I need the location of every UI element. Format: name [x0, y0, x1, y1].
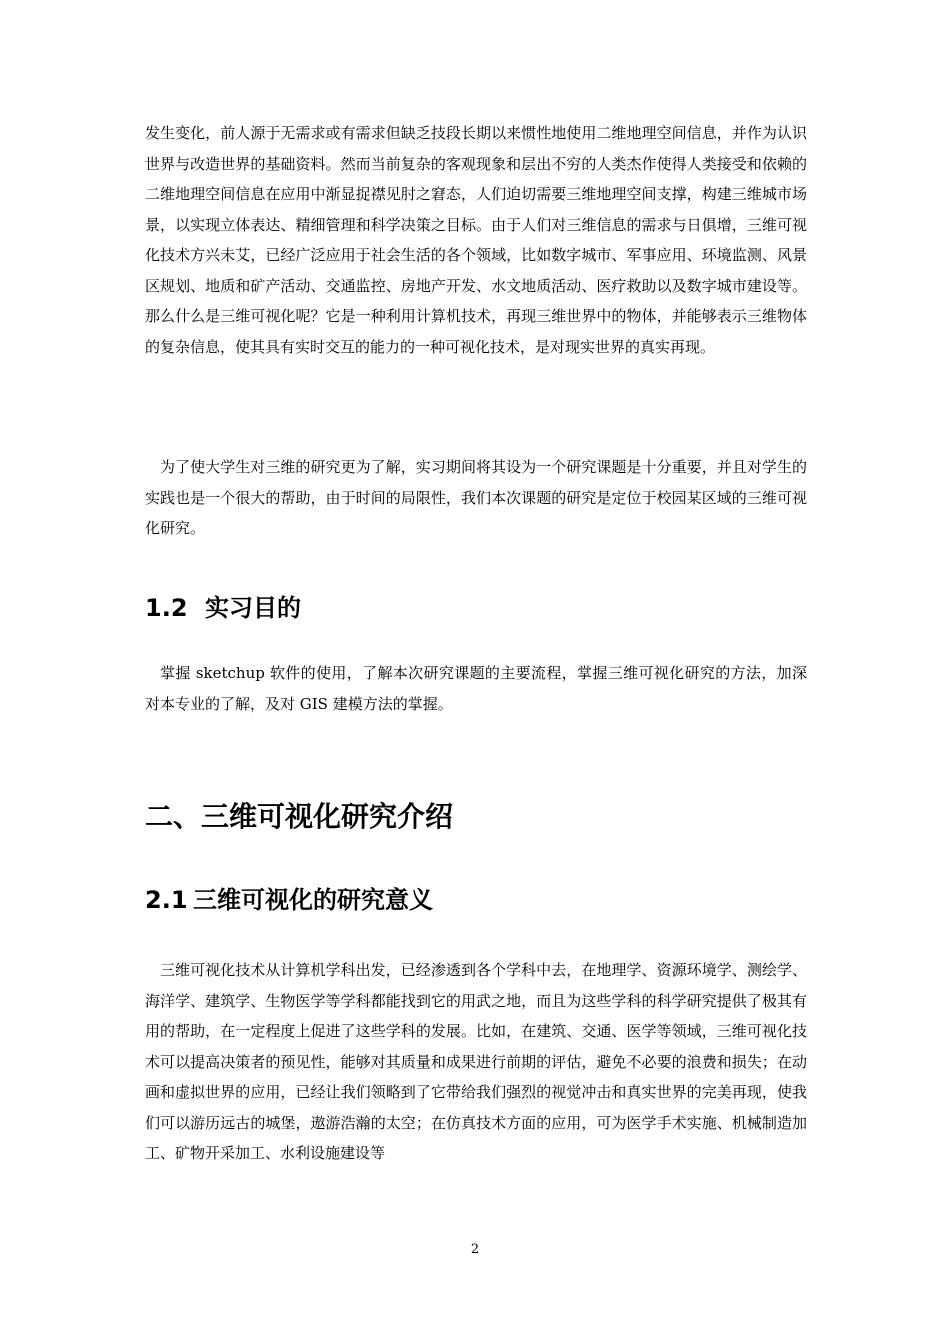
- paragraph-background-continued: 发生变化，前人源于无需求或有需求但缺乏技段长期以来惯性地使用二维地理空间信息，并作为认识世界与改造世界的基础资料。然而当前复杂的客观现象和层出不穷的人类杰作使得人类接受和依赖的二维地理空间信息在应用中渐显捉襟见肘之窘态，人们迫切需要三维地理空间支撑，构建三维城市场景，以实现立体表达、精细管理和科学决策之目标。由于人们对三维信息的需求与日俱增，三维可视化技术方兴未艾，已经广泛应用于社会生活的各个领域，比如数字城市、军事应用、环境监测、风景区规划、地质和矿产活动、交通监控、房地产开发、水文地质活动、医疗救助以及数字城市建设等。那么什么是三维可视化呢？它是一种利用计算机技术，再现三维世界中的物体，并能够表示三维物体的复杂信息，使其具有实时交互的能力的一种可视化技术，是对现实世界的真实再现。: [145, 124, 807, 356]
- paragraph-research-topic: 为了使大学生对三维的研究更为了解，实习期间将其设为一个研究课题是十分重要，并且对学生的实践也是一个很大的帮助，由于时间的局限性，我们本次课题的研究是定位于校园某区域的三维可视化研究。: [145, 458, 807, 537]
- section-number: 1.2: [145, 594, 188, 622]
- section-heading-2-1: [145, 880, 433, 915]
- section-heading-1-2: [145, 588, 301, 623]
- paragraph-internship-purpose: 掌握 sketchup 软件的使用，了解本次研究课题的主要流程，掌握三维可视化研究的方法，加深对本专业的了解，及对 GIS 建模方法的掌握。: [145, 664, 807, 713]
- page-number: 2: [470, 1242, 480, 1257]
- chapter-heading-2: 二、三维可视化研究介绍: [145, 800, 454, 833]
- section-title: 三维可视化的研究意义: [193, 886, 433, 914]
- section-number: 2.1: [145, 886, 188, 914]
- section-title: 实习目的: [205, 594, 301, 622]
- paragraph-research-significance: 三维可视化技术从计算机学科出发，已经渗透到各个学科中去，在地理学、资源环境学、测绘学、海洋学、建筑学、生物医学等学科都能找到它的用武之地，而且为这些学科的科学研究提供了极其有用的帮助，在一定程度上促进了这些学科的发展。比如，在建筑、交通、医学等领域，三维可视化技术可以提高决策者的预见性，能够对其质量和成果进行前期的评估，避免不必要的浪费和损失；在动画和虚拟世界的应用，已经让我们领略到了它带给我们强烈的视觉冲击和真实世界的完美再现，使我们可以游历远古的城堡，遨游浩瀚的太空；在仿真技术方面的应用，可为医学手术实施、机械制造加工、矿物开采加工、水利设施建设等: [145, 961, 807, 1162]
